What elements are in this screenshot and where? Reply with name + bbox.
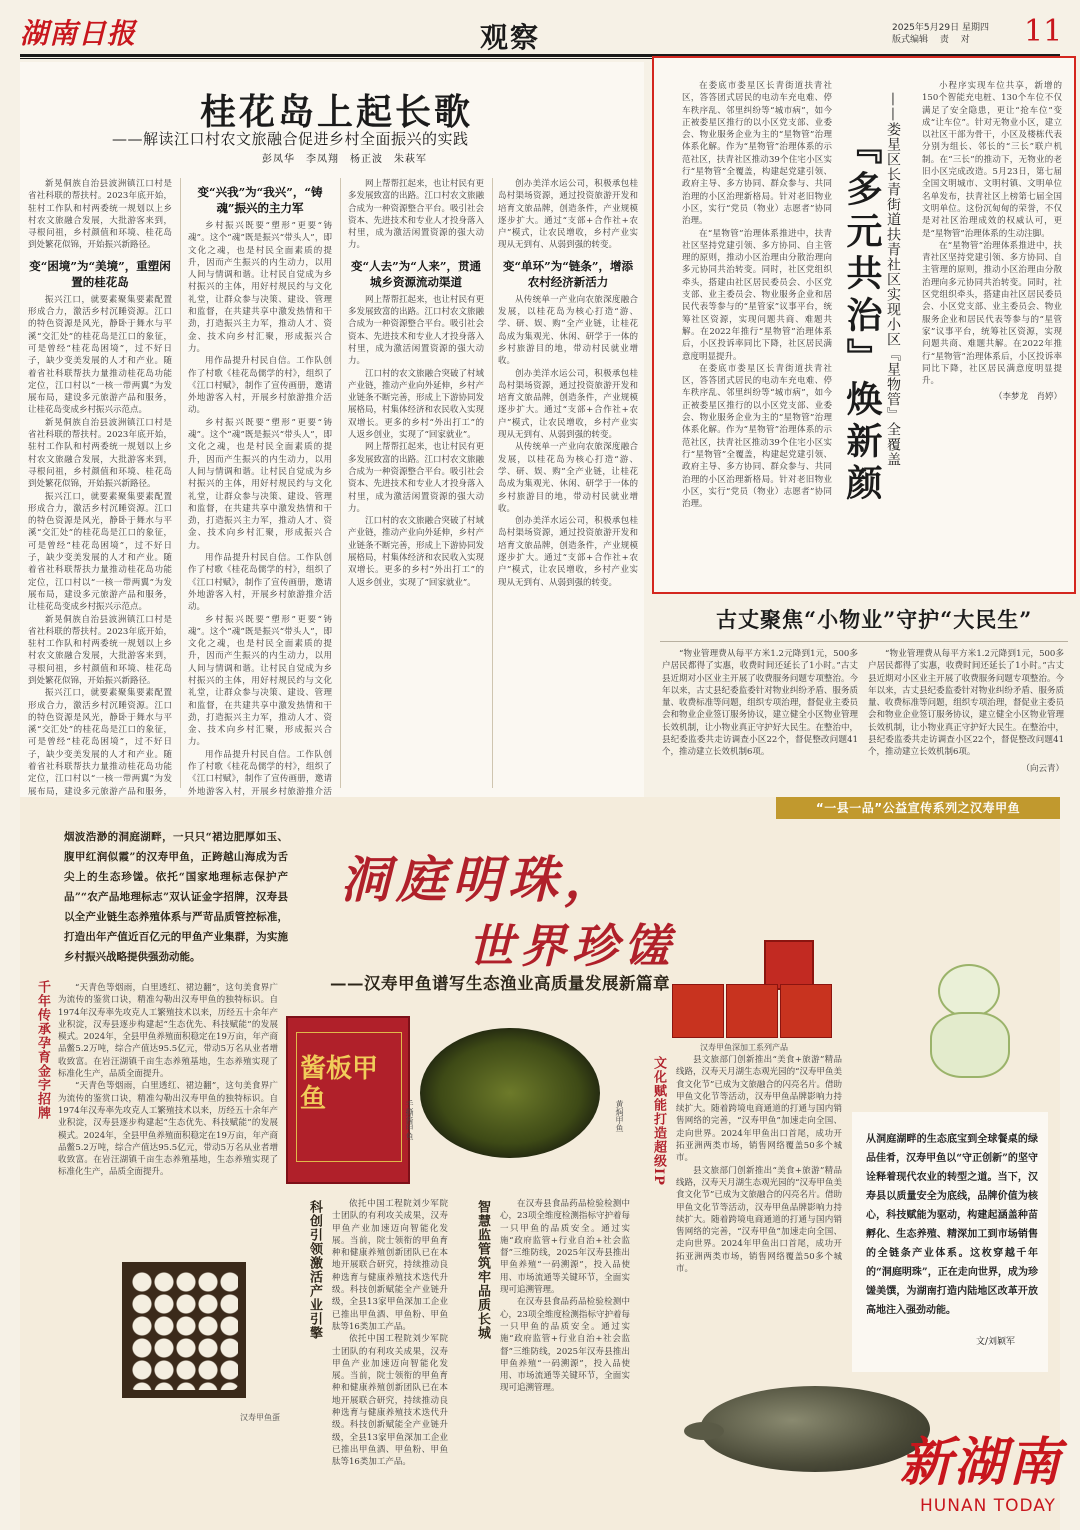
feature-headline-1: 洞庭明珠， [340,850,620,909]
turtle-mascot-image [920,964,1020,1084]
paragraph: 在“星物管”治理体系推进中，扶青社区坚持党建引领、多方协同、自主管理的原则，推动小区治理由分散治理向多元协同共治转变。同时，社区党组织牵头，搭建由社区居民委员会、小区党支部、业主委员会、物业服务企业和居民代表等参与的“星管家”议事平台，统筹社区资源，实现问题共商、难题共解。在2022年推行“星物管”治理体系后，小区投诉率同比下降，社区居民满意度明显提升。 [922,240,1062,387]
paragraph: 创办美洋水运公司，积极承包桂岛村渠场资源，通过投资旅游开发和培育文旅品牌，创造条件，产业规模逐步扩大。通过“支部+合作社+农户”模式，让农民增收，乡村产业实现从无到有、从弱到强的转变。 [498,368,638,441]
paragraph: 在“星物管”治理体系推进中，扶青社区坚持党建引领、多方协同、自主管理的原则，推动小区治理由分散治理向多元协同共治转变。同时，社区党组织牵头，搭建由社区居民委员会、小区党支部、业主委员会、物业服务企业和居民代表等参与的“星管家”议事平台，统筹社区资源，实现问题共商、难题共解。在2022年推行“星物管”治理体系后，小区投诉率同比下降，社区居民满意度明显提升。 [682,228,832,362]
brand-logo-en: HUNAN TODAY [920,1496,1056,1516]
section-title: 观察 [480,21,541,54]
article-duoyuan-byline: （李梦龙 肖婷） [993,392,1062,403]
section-heading-4: 文化赋能打造超级IP [651,1056,666,1186]
package-label: 酱板甲鱼 [300,1054,379,1114]
paragraph: 从传统单一产业向农旅深度融合发展，以桂花岛为核心打造“游、学、研、娱、购”全产业链，让桂花岛成为集观光、休闲、研学于一体的乡村旅游目的地，带动村民就业增收。 [498,442,638,514]
paragraph: 振兴江口，就要素聚集要素配置形成合力，激活乡村沉睡资源。江口的特色资源是风光，静卧于舞水与平溪“交汇处”的桂花岛是江口的象征，可是曾经“桂花岛困境”，过不好日子，缺少变美发展的人才和产业。随着省社科联帮扶力量推动桂花岛功能定位，江口村以“一核一带两翼”为发展布局，建设多元旅游产品和服务，让桂花岛变成乡村振兴示范点。 [28,294,172,416]
article-guzhang-col-1 [662,648,858,782]
paragraph: 小程序实现车位共享，新增的150个智能充电桩、130个车位不仅满足了安全隐患，更让“抢车位”变成“让车位”。针对无物业小区，建立以社区干部为骨干，小区及楼栋代表分别为组长、邻长的“三长”联户机制。在“三长”的推动下，无物业的老旧小区完成改造。5月23日，第七届全国文明城市、文明村镇、文明单位名单发布，扶青社区上榜第七届全国文明单位。这份沉甸甸的荣誉，不仅是对社区治理成效的权威认可，更是“星物管”治理体系的生动注脚。 [922,81,1062,239]
subhead: 变“人去”为“人来”，贯通城乡资源流动渠道 [351,258,481,289]
dish-photo [420,1028,600,1158]
paragraph: 在汉寿县食品药品检验检测中心，23项全维度检测指标守护着每一只甲鱼的品质安全。通过实施“政府监管+行业自治+社会监督”三维防线，2025年汉寿县推出甲鱼养殖“一码溯源”，投入品使用、市场流通等关键环节，全面实现可追溯管理。 [500,1297,630,1394]
closing-quote: 从洞庭湖畔的生态底宝到全球餐桌的绿品佳肴，汉寿甲鱼以“守正创新”的坚守诠释着现代农业的转型之道。当下，汉寿县以质量安全为底线，品牌价值为核心，科技赋能为驱动，构建起涵盖种苗孵化、生态养殖、精深加工到市场销售的全链条产业体系。这枚穿越千年的“洞庭明珠”，正在走向世界，成为珍馐美馔，为湖南打造内陆地区改革开放高地注入强劲动能。 [866,1134,1038,1316]
article-guzhang-rule [660,641,1068,642]
issue-meta [892,22,989,46]
column-divider [340,178,341,788]
feature-section-2-text [332,1198,448,1468]
feature-lead: 烟波浩渺的洞庭湖畔，一只只“裙边肥厚如玉、腹甲红润似霞”的汉寿甲鱼，正跨越山海成为舌尖上的生态珍馐。依托“国家地理标志保护产品”“农产品地理标志”双认证金字招牌，汉寿县以全产业链生态养殖体系与严苛品质管控标准，打造出年产值近百亿元的甲鱼产业集群，为实施乡村振兴战略提供强劲动能。 [64,831,288,963]
paragraph: 乡村振兴既要“塑形”更要“铸魂”。这个“魂”既是振兴“带头人”，即文化之魂，也是村民全面素质的提升，因而产生振兴的内生动力，以用人间与情调和谐。让村民自觉成为乡村振兴的主体，用好村规民约与文化礼堂，让群众参与决策、建设、管理和监督，在共建共享中激发热情和干劲，打造振兴主力军，推动人才、资金、技术向乡村汇聚，形成振兴合力。 [188,417,332,551]
eggs-photo [122,1262,246,1398]
paragraph: 用作品提升村民自信。工作队创作了村歌《桂花岛儒学的村》，组织了《江口村赋》，制作了宣传画册，邀请外地游客入村，开展乡村旅游推介活动。 [188,553,332,613]
paragraph: 振兴江口，就要素聚集要素配置形成合力，激活乡村沉睡资源。江口的特色资源是风光，静卧于舞水与平溪“交汇处”的桂花岛是江口的象征，可是曾经“桂花岛困境”，过不好日子，缺少变美发展的人才和产业。随着省社科联帮扶力量推动桂花岛功能定位，江口村以“一核一带两翼”为发展布局，建设多元旅游产品和服务，让桂花岛变成乡村振兴示范点。 [28,491,172,613]
paragraph: 县文旅部门创新推出“美食+旅游”精品线路，汉寿天月湖生态观光园的“汉寿甲鱼美食文化节”已成为文旅融合的闪亮名片。借助甲鱼文化节等活动，汉寿甲鱼品牌影响力持续扩大。随着跨境电商通道的打通与国内销售网络的完善，“汉寿甲鱼”加速走向全国、走向世界。2024年甲鱼出口首尾，成功开拓亚洲两类市场，销售网络覆盖50多个城市。 [676,1165,842,1275]
masthead [0,0,1080,58]
issue-date: 2025年5月29日 星期四 [892,23,989,33]
paragraph: 网上帮帮扛起来，也让村民有更多发展致富的出路。江口村农文旅融合成为一种资源整合平台。吸引社会资本、先进技术和专业人才投身落入村里，成为激活闲置资源的强大动力。 [348,442,485,514]
subhead: 变“困境”为“美境”，重塑闲置的桂花岛 [29,258,171,289]
feature-section-4-text [676,1054,842,1338]
article-guihuadao-col-2 [188,178,332,797]
article-guzhang-byline: （向云青） [1021,763,1064,774]
closing-quote-byline: 文/刘颖军 [976,1337,1016,1347]
feature-section-3-text [500,1198,630,1434]
caption-dish: 黄焖甲鱼 [615,1100,624,1132]
paragraph: “物业管理费从每平方米1.2元降到1元，500多户居民都得了实惠，收费时间还延长了1小时。”古丈县近期对小区业主开展了收费服务问题专项整治。今年以来，古丈县纪委监委针对物业纠纷矛盾、服务质量、收费标准等问题，组织专项治理，督促业主委员会和物业企业签订服务协议，建立健全小区物业管理长效机制，让小物业真正守护好大民生。在整治中，县纪委监委共走访调查小区22个，督促整改问题41个，推动建立长效机制6项。 [868,649,1064,758]
paragraph: 创办美洋水运公司，积极承包桂岛村渠场资源，通过投资旅游开发和培育文旅品牌，创造条件，产业规模逐步扩大。通过“支部+合作社+农户”模式，让农民增收，乡村产业实现从无到有、从弱到强的转变。 [498,179,638,251]
paragraph: 在娄底市娄星区长青街道扶青社区，答答团式居民的电动车充电难、停车秩序乱、邻里纠纷等“城市病”，如今正被娄星区推行的以小区党支部、业委会、物业服务企业为主的“星物管”治理体系化解。作为“星物管”治理体系的示范社区，扶青社区推动39个住宅小区实行“星物管”全覆盖，构建起党建引领、政府主导、多方协同、群众参与、共同治理的小区治理新格局。针对老旧物业小区，实行“党员（物业）志愿者”协同治理。 [682,363,832,510]
paragraph: 新晃侗族自治县波洲镇江口村是省社科联的帮扶村。2023年底开始，驻村工作队和村两委统一规划以上乡村农文旅融合发展，大批游客来到，寻根问祖，乡村颜值和环境、桂花岛到处繁花似锦，开始振兴新路径。 [28,417,172,490]
article-guihuadao-title: 桂花岛上起长歌 [200,91,474,133]
paragraph: 乡村振兴既要“塑形”更要“铸魂”。这个“魂”既是振兴“带头人”，即文化之魂，也是村民全面素质的提升，因而产生振兴的内生动力，以用人间与情调和谐。让村民自觉成为乡村振兴的主体，用好村规民约与文化礼堂，让群众参与决策、建设、管理和监督，在共建共享中激发热情和干劲，打造振兴主力军，推动人才、资金、技术向乡村汇聚，形成振兴合力。 [188,614,332,748]
newspaper-logo: 湖南日报 [20,17,137,50]
paragraph: 创办美洋水运公司，积极承包桂岛村渠场资源，通过投资旅游开发和培育文旅品牌，创造条件，产业规模逐步扩大。通过“支部+合作社+农户”模式，让农民增收，乡村产业实现从无到有、从弱到强的转变。 [498,516,638,588]
paragraph: 依托中国工程院刘少军院士团队的有利攻关成果，汉寿甲鱼产业加速迈向智能化发展。当前，院士领衔的甲鱼育种和健康养殖创新团队已在本地开展联合研究，持续推动良种选育与健康养殖技术迭代升级。科技创新赋能全产业链升级，全县13家甲鱼深加工企业已推出甲鱼酒、甲鱼粉、甲鱼肽等16类加工产品。 [332,1199,448,1332]
paragraph: 振兴江口，就要素聚集要素配置形成合力，激活乡村沉睡资源。江口的特色资源是风光，静卧于舞水与平溪“交汇处”的桂花岛是江口的象征，可是曾经“桂花岛困境”，过不好日子，缺少变美发展的人才和产业。随着省社科联帮扶力量推动桂花岛功能定位，江口村以“一核一带两翼”为发展布局，建设多元旅游产品和服务， [28,688,172,797]
section-heading-1: 千年传承孕育金字招牌 [35,980,50,1120]
feature-subtitle: ——汉寿甲鱼谱写生态渔业高质量发展新篇章 [330,974,670,993]
column-divider [492,178,493,788]
paragraph: 依托中国工程院刘少军院士团队的有利攻关成果，汉寿甲鱼产业加速迈向智能化发展。当前，院士领衔的甲鱼育种和健康养殖创新团队已在本地开展联合研究，持续推动良种选育与健康养殖技术迭代升级。科技创新赋能全产业链升级，全县13家甲鱼深加工企业已推出甲鱼酒、甲鱼粉、甲鱼肽等16类加工产品。 [332,1334,448,1468]
paragraph: “物业管理费从每平方米1.2元降到1元，500多户居民都得了实惠，收费时间还延长了1小时。”古丈县近期对小区业主开展了收费服务问题专项整治。今年以来，古丈县纪委监委针对物业纠纷矛盾、服务质量、收费标准等问题，组织专项治理，督促业主委员会和物业企业签订服务协议，建立健全小区物业管理长效机制，让小物业真正守护好大民生。在整治中，县纪委监委共走访调查小区22个，督促整改问题41个，推动建立长效机制6项。 [662,649,858,758]
caption-eggs: 汉寿甲鱼蛋 [240,1413,280,1422]
brand-logo: 新湖南 [900,1432,1063,1493]
article-guihuadao-col-4 [498,178,638,790]
issue-editors: 版式编辑 责 对 [892,35,970,45]
paragraph: 江口村的农文旅融合突破了村域产业链，推动产业向外延伸，乡村产业链条不断完善，形成上下游协同发展格局，村集体经济和农民收入实现双增长。更多的乡村“外出打工”的人返乡创业，实现了“回家就业”。 [348,368,485,441]
feature-headline-2: 世界珍馐 [468,919,676,973]
paragraph: 江口村的农文旅融合突破了村域产业链，推动产业向外延伸，乡村产业链条不断完善，形成上下游协同发展格局，村集体经济和农民收入实现双增长。更多的乡村“外出打工”的人返乡创业，实现了“回家就业”。 [348,516,485,588]
paragraph: 新晃侗族自治县波洲镇江口村是省社科联的帮扶村。2023年底开始，驻村工作队和村两委统一规划以上乡村农文旅融合发展，大批游客来到，寻根问祖，乡村颜值和环境、桂花岛到处繁花似锦，开始振兴新路径。 [28,614,172,686]
paragraph: 网上帮帮扛起来，也让村民有更多发展致富的出路。江口村农文旅融合成为一种资源整合平台。吸引社会资本、先进技术和专业人才投身落入村里，成为激活闲置资源的强大动力。 [348,179,485,251]
page-number: 11 [1024,14,1063,49]
feature-section-1-text [58,982,278,1252]
section-heading-3: 智慧监管筑牢品质长城 [475,1200,490,1340]
article-duoyuan-col-1 [682,80,832,584]
article-guzhang-col-2 [868,648,1064,782]
paragraph: 网上帮帮扛起来，也让村民有更多发展致富的出路。江口村农文旅融合成为一种资源整合平台。吸引社会资本、先进技术和专业人才投身落入村里，成为激活闲置资源的强大动力。 [348,294,485,367]
paragraph: 从传统单一产业向农旅深度融合发展，以桂花岛为核心打造“游、学、研、娱、购”全产业链，让桂花岛成为集观光、休闲、研学于一体的乡村旅游目的地，带动村民就业增收。 [498,294,638,367]
product-giftbox-image [668,940,834,1040]
section-heading-2: 科创引领激活产业引擎 [307,1200,322,1340]
article-guihuadao-col-1 [28,178,172,797]
article-guihuadao-subtitle: ——解读江口村农文旅融合促进乡村全面振兴的实践 [112,130,469,148]
product-package-image [286,1016,410,1184]
article-guzhang-title: 古丈聚焦“小物业”守护“大民生” [716,607,1033,632]
caption-products: 汉寿甲鱼深加工系列产品 [700,1043,788,1052]
paragraph: 在娄底市娄星区长青街道扶青社区，答答团式居民的电动车充电难、停车秩序乱、邻里纠纷等“城市病”，如今正被娄星区推行的以小区党支部、业委会、物业服务企业为主的“星物管”治理体系化解。作为“星物管”治理体系的示范社区，扶青社区推动39个住宅小区实行“星物管”全覆盖，构建起党建引领、政府主导、多方协同、群众参与、共同治理的小区治理新格局。针对老旧物业小区，实行“党员（物业）志愿者”协同治理。 [682,81,832,227]
article-guihuadao-authors: 彭凤华 李凤翔 杨正波 朱萩军 [262,154,427,165]
caption-dish-2: 手撕酱甲鱼 [405,1100,414,1140]
column-divider [180,178,181,788]
article-duoyuan-title: 『多元共治』焕新颜 [841,128,883,506]
article-duoyuan-col-2 [922,80,1062,584]
article-guihuadao-col-3 [348,178,484,790]
paragraph: 在汉寿县食品药品检验检测中心，23项全维度检测指标守护着每一只甲鱼的品质安全。通过实施“政府监管+行业自治+社会监督”三维防线，2025年汉寿县推出甲鱼养殖“一码溯源”，投入品使用、市场流通等关键环节，全面实现可追溯管理。 [500,1199,630,1296]
series-tag: “一县一品”公益宣传系列之汉寿甲鱼 [776,797,1060,819]
paragraph: “天青色等烟雨，白里透红、裙边翻”，这句美食界广为流传的鉴赏口诀，精准勾勒出汉寿甲鱼的独特标识。自1974年汉寿率先攻克人工繁殖技术以来，历经五十余年产业积淀，汉寿县逐步构建起“生态优先、科技赋能”的发展模式。2024年，全县甲鱼养殖面积稳定在19万亩，年产商品鳖5.2万吨，综合产值达95.5亿元，带动5万名从业者增收致富。在岩汪湖镇千亩生态养殖基地，生态养殖实现了标准化生产，品质全面提升。 [58,1081,278,1178]
paragraph: 用作品提升村民自信。工作队创作了村歌《桂花岛儒学的村》，组织了《江口村赋》，制作了宣传画册，邀请外地游客入村，开展乡村旅游推介活动。 [188,356,332,416]
article-duoyuan-subtitle: ——娄星区长青街道扶青社区实现小区『星物管』全覆盖 [885,92,901,467]
subhead: 变“兴我”为“我兴”，“铸魂”振兴的主力军 [197,185,323,215]
paragraph: 新晃侗族自治县波洲镇江口村是省社科联的帮扶村。2023年底开始，驻村工作队和村两委统一规划以上乡村农文旅融合发展，大批游客来到，寻根问祖，乡村颜值和环境、桂花岛到处繁花似锦，开始振兴新路径。 [28,179,172,251]
paragraph: 乡村振兴既要“塑形”更要“铸魂”。这个“魂”既是振兴“带头人”，即文化之魂，也是村民全面素质的提升，因而产生振兴的内生动力，以用人间与情调和谐。让村民自觉成为乡村振兴的主体，用好村规民约与文化礼堂，让群众参与决策、建设、管理和监督，在共建共享中激发热情和干劲，打造振兴主力军，推动人才、资金、技术向乡村汇聚，形成振兴合力。 [188,221,332,354]
paragraph: “天青色等烟雨，白里透红、裙边翻”，这句美食界广为流传的鉴赏口诀，精准勾勒出汉寿甲鱼的独特标识。自1974年汉寿率先攻克人工繁殖技术以来，历经五十余年产业积淀，汉寿县逐步构建起“生态优先、科技赋能”的发展模式。2024年，全县甲鱼养殖面积稳定在19万亩，年产商品鳖5.2万吨，综合产值达95.5亿元，带动5万名从业者增收致富。在岩汪湖镇千亩生态养殖基地，生态养殖实现了标准化生产，品质全面提升。 [58,983,278,1080]
subhead: 变“单环”为“链条”，增添农村经济新活力 [503,258,633,289]
paragraph: 县文旅部门创新推出“美食+旅游”精品线路，汉寿天月湖生态观光园的“汉寿甲鱼美食文化节”已成为文旅融合的闪亮名片。借助甲鱼文化节等活动，汉寿甲鱼品牌影响力持续扩大。随着跨境电商通道的打通与国内销售网络的完善，“汉寿甲鱼”加速走向全国、走向世界。2024年甲鱼出口首尾，成功开拓亚洲两类市场，销售网络覆盖50多个城市。 [676,1055,842,1164]
paragraph: 用作品提升村民自信。工作队创作了村歌《桂花岛儒学的村》，组织了《江口村赋》，制作了宣传画册，邀请外地游客入村，开展乡村旅游推介活 [188,749,332,797]
